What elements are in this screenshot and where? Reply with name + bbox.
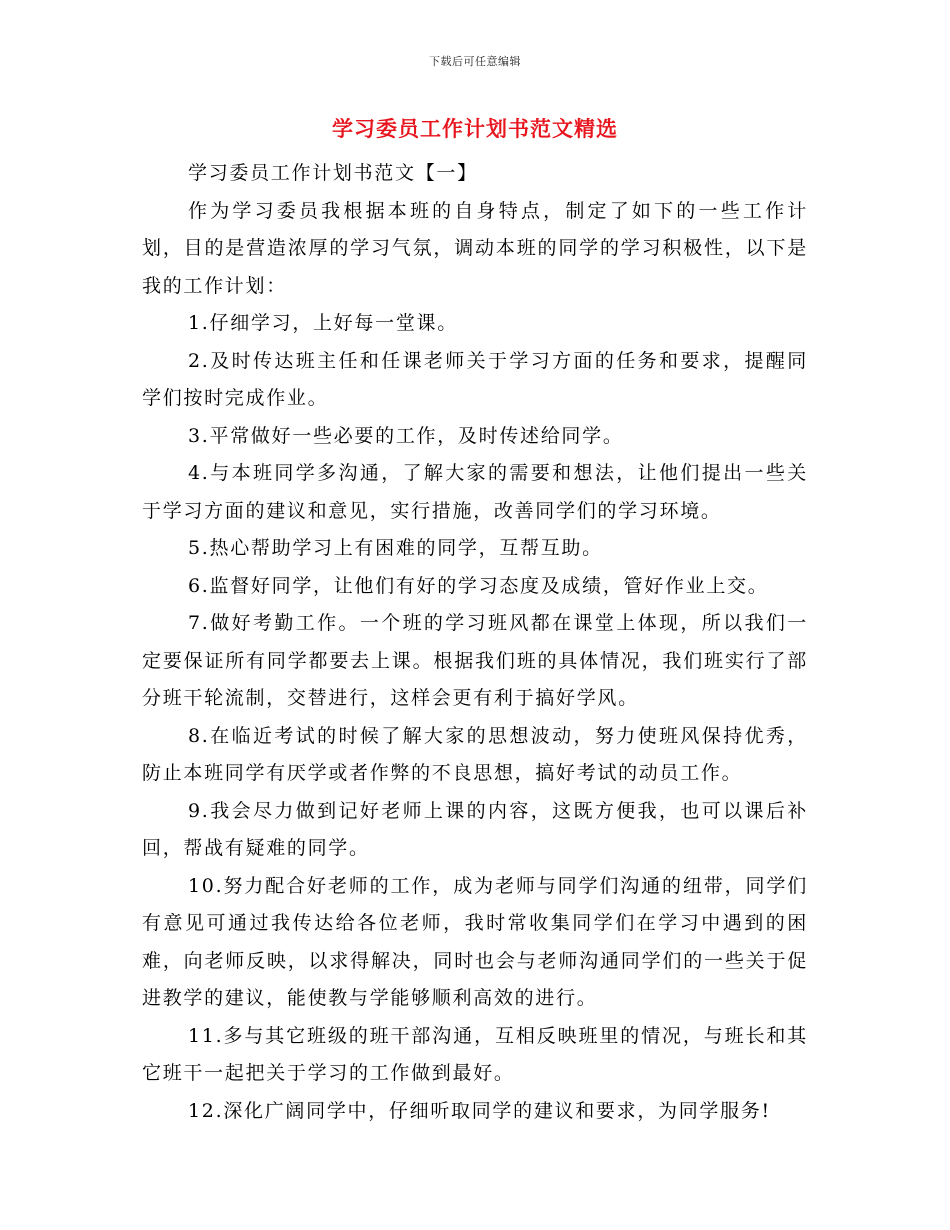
- plan-item-3: 3.平常做好一些必要的工作，及时传述给同学。: [188, 424, 624, 447]
- plan-item-4: 4.与本班同学多沟通，了解大家的需要和想法，让他们提出一些关于学习方面的建议和意见，实行措施，改善同学们的学习环境。: [142, 462, 808, 522]
- document-title: 学习委员工作计划书范文精选: [332, 117, 618, 141]
- document-body: [142, 155, 808, 1130]
- plan-item-11: 11.多与其它班级的班干部沟通，互相反映班里的情况，与班长和其它班干一起把关于学习的工作做到最好。: [142, 1024, 808, 1084]
- plan-item-5: 5.热心帮助学习上有困难的同学，互帮互助。: [188, 537, 603, 559]
- section-heading: 学习委员工作计划书范文【一】: [188, 162, 478, 184]
- plan-item-1: 1.仔细学习，上好每一堂课。: [188, 312, 458, 334]
- plan-item-10: 10.努力配合好老师的工作，成为老师与同学们沟通的纽带，同学们有意见可通过我传达给各位老师，我时常收集同学们在学习中遇到的困难，向老师反映，以求得解决，同时也会与老师沟通同学们的一些关于促进教学的建议，能使教与学能够顺利高效的进行。: [142, 874, 808, 1009]
- plan-item-7: 7.做好考勤工作。一个班的学习班风都在课堂上体现，所以我们一定要保证所有同学都要去上课。根据我们班的具体情况，我们班实行了部分班干轮流制，交替进行，这样会更有利于搞好学风。: [142, 612, 808, 709]
- plan-item-9: 9.我会尽力做到记好老师上课的内容，这既方便我，也可以课后补回，帮战有疑难的同学。: [142, 799, 808, 859]
- plan-item-8: 8.在临近考试的时候了解大家的思想波动，努力使班风保持优秀，防止本班同学有厌学或者作弊的不良思想，搞好考试的动员工作。: [142, 724, 808, 784]
- header-note: 下载后可任意编辑: [429, 55, 521, 68]
- intro-paragraph: 作为学习委员我根据本班的自身特点，制定了如下的一些工作计划，目的是营造浓厚的学习气氛，调动本班的同学的学习积极性，以下是我的工作计划：: [142, 199, 808, 297]
- plan-item-6: 6.监督好同学，让他们有好的学习态度及成绩，管好作业上交。: [188, 574, 769, 597]
- plan-item-12: 12.深化广阔同学中，仔细听取同学的建议和要求，为同学服务!: [188, 1099, 771, 1122]
- plan-item-2: 2.及时传达班主任和任课老师关于学习方面的任务和要求，提醒同学们按时完成作业。: [142, 349, 808, 409]
